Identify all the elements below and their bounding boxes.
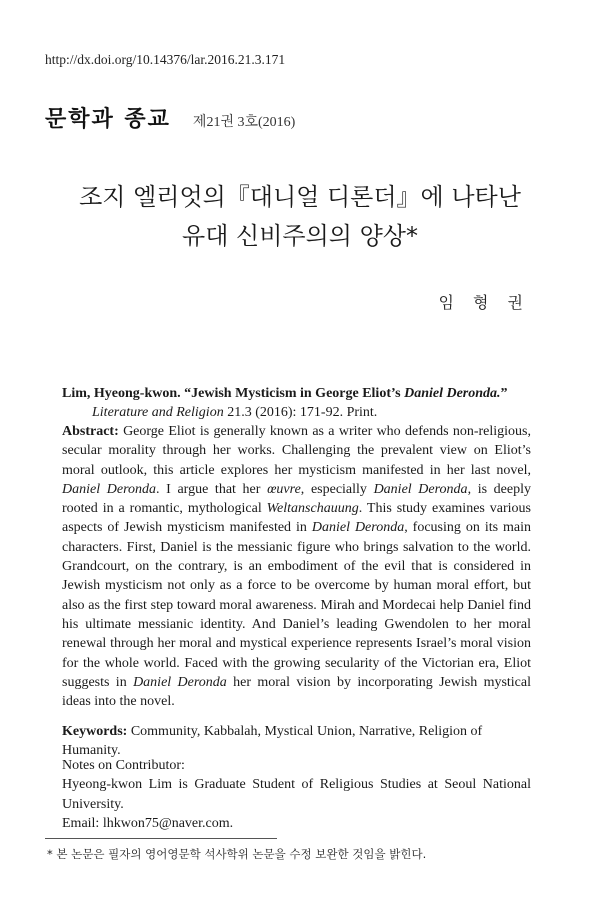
- citation-title-suffix: ”: [500, 386, 508, 401]
- citation-details: 21.3 (2016): 171-92. Print.: [223, 405, 378, 421]
- journal-logo: 문학과 종교: [45, 107, 171, 132]
- abstract-text: , is deeply rooted in a romantic, mythological: [62, 481, 532, 517]
- abstract-text: , focusing on its main characters. First, Daniel is the messianic figure who brings salvation to the world. Grandcourt, on the contrary, is an embodiment of the evil that is considered in Jewish mysticism not only as a force to be overcome by human moral effort, but also as the first step toward moral awareness. Mirah and Mordecai help Daniel find his ultimate messianic identity. And Daniel’s leading Gwendolen to her moral renewal through her moral and mystical experience represents Israel’s moral vision for the whole world. Faced with the growing secularity of the Victorian era, Eliot suggests in: [62, 520, 532, 690]
- article-title-line-1: 조지 엘리엇의『대니얼 디론더』에 나타난: [79, 183, 521, 211]
- contributor-email[interactable]: Email: lhkwon75@naver.com.: [62, 815, 234, 831]
- article-title-line-2: 유대 신비주의의 양상*: [182, 222, 418, 250]
- abstract-italic: Daniel Deronda: [311, 520, 405, 536]
- notes-heading: Notes on Contributor:: [62, 758, 185, 773]
- abstract: [62, 422, 531, 711]
- contributor-notes: [62, 756, 531, 833]
- author-name: 임 형 권: [438, 293, 530, 312]
- abstract-text: her moral vision by incorporating Jewish mystical ideas into the novel.: [62, 674, 531, 710]
- abstract-text: . I argue that her: [156, 481, 268, 497]
- abstract-italic: Daniel Deronda: [62, 481, 156, 497]
- article-title: [0, 178, 600, 256]
- citation-line: [62, 384, 531, 403]
- citation-author: Lim, Hyeong-kwon.: [62, 386, 181, 401]
- keywords-label: Keywords:: [62, 724, 128, 739]
- abstract-italic: Daniel Deronda: [133, 674, 227, 690]
- abstract-text: . This study examines various aspects of Jewish mysticism manifested in: [62, 501, 531, 536]
- abstract-italic: Daniel Deronda: [373, 481, 468, 497]
- footnote-divider: [45, 838, 277, 839]
- abstract-italic: œuvre: [267, 481, 301, 497]
- doi-link[interactable]: http://dx.doi.org/10.14376/lar.2016.21.3.171: [45, 52, 286, 67]
- abstract-text: George Eliot is generally known as a writer who defends non-religious, secular morality through her works. Challenging the prevalent view on Eliot’s moral outlook, this article explores her mysticism manifested in her last novel,: [62, 424, 531, 478]
- journal-header: [45, 102, 295, 133]
- citation: [62, 384, 531, 423]
- keywords-text: Community, Kabbalah, Mystical Union, Narrative, Religion of Humanity.: [62, 724, 483, 759]
- keywords: [62, 722, 531, 761]
- citation-title-prefix: “Jewish Mysticism in George Eliot’s: [184, 386, 405, 401]
- footnote: * 본 논문은 필자의 영어영문학 석사학위 논문을 수정 보완한 것임을 밝힌다.: [47, 847, 427, 861]
- notes-text: Hyeong-kwon Lim is Graduate Student of Religious Studies at Seoul National University.: [62, 777, 531, 812]
- citation-source: [62, 403, 531, 422]
- abstract-label: Abstract:: [62, 424, 119, 439]
- abstract-italic: Weltanschauung: [266, 501, 359, 517]
- citation-title-italic: Daniel Deronda.: [404, 386, 501, 401]
- journal-issue: 제21권 3호(2016): [192, 115, 296, 130]
- abstract-text: , especially: [300, 481, 374, 497]
- citation-journal: Literature and Religion: [92, 405, 224, 421]
